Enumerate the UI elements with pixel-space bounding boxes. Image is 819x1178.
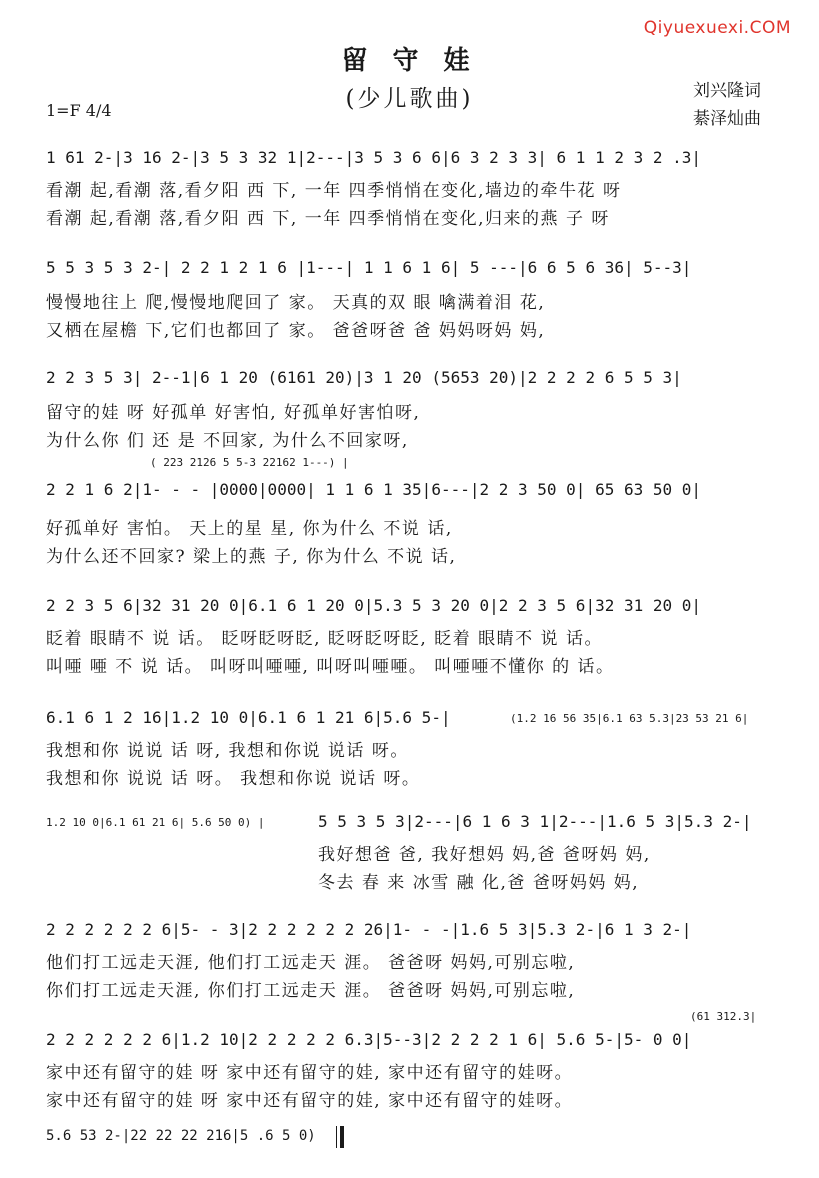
lyric-line-verse1: 留守的娃 呀 好孤单 好害怕, 好孤单好害怕呀, [46,403,421,423]
notation-line: 2 2 1 6 2|1- - - |0000|0000| 1 1 6 1 35|6---|2 2 3 50 0| 65 63 50 0| [46,480,702,499]
lyric-line-verse1: 我想和你 说说 话 呀, 我想和你说 说话 呀。 [46,741,409,761]
lyric-line-verse2: 看潮 起,看潮 落,看夕阳 西 下, 一年 四季悄悄在变化,归来的燕 子 呀 [46,209,610,229]
notation-line: 2 2 3 5 3| 2--1|6 1 20 (6161 20)|3 1 20 (5653 20)|2 2 2 2 6 5 5 3| [46,368,682,387]
lyric-line-verse1: 家中还有留守的娃 呀 家中还有留守的娃, 家中还有留守的娃呀。 [46,1063,574,1083]
final-barline-thin [336,1126,337,1148]
lyricist-credit: 刘兴隆词 [693,81,761,101]
song-title: 留 守 娃 [341,46,478,76]
lyric-line-verse2: 冬去 春 来 冰雪 融 化,爸 爸呀妈妈 妈, [318,873,640,893]
notation-line: 5 5 3 5 3 2-| 2 2 1 2 1 6 |1---| 1 1 6 1 6| 5 ---|6 6 5 6 36| 5--3| [46,258,692,277]
lyric-line-verse2: 你们打工远走天涯, 你们打工远走天 涯。 爸爸呀 妈妈,可别忘啦, [46,981,576,1001]
lyric-line-verse2: 为什么你 们 还 是 不回家, 为什么不回家呀, [46,431,409,451]
lyric-line-verse1: 眨着 眼睛不 说 话。 眨呀眨呀眨, 眨呀眨呀眨, 眨着 眼睛不 说 话。 [46,629,603,649]
final-barline-thick [340,1126,344,1148]
lyric-line-verse1: 他们打工远走天涯, 他们打工远走天 涯。 爸爸呀 妈妈,可别忘啦, [46,953,576,973]
site-watermark: Qiyuexuexi.COM [643,18,791,38]
alternate-ending-notation: (61 312.3| [690,1010,757,1023]
lyric-line-verse1: 看潮 起,看潮 落,看夕阳 西 下, 一年 四季悄悄在变化,墙边的牵牛花 呀 [46,181,622,201]
notation-line: 2 2 3 5 6|32 31 20 0|6.1 6 1 20 0|5.3 5 3 20 0|2 2 3 5 6|32 31 20 0| [46,596,702,615]
interlude-notation: 1.2 10 0|6.1 61 21 6| 5.6 50 0) | [46,816,265,829]
lyric-line-verse2: 我想和你 说说 话 呀。 我想和你说 说话 呀。 [46,769,421,789]
notation-line: 2 2 2 2 2 2 6|5- - 3|2 2 2 2 2 2 26|1- - -|1.6 5 3|5.3 2-|6 1 3 2-| [46,920,692,939]
song-subtitle: (少儿歌曲) [345,86,474,112]
lyric-line-verse1: 我好想爸 爸, 我好想妈 妈,爸 爸呀妈 妈, [318,845,651,865]
notation-line: 2 2 2 2 2 2 6|1.2 10|2 2 2 2 2 6.3|5--3|2 2 2 2 1 6| 5.6 5-|5- 0 0| [46,1030,692,1049]
lyric-line-verse2: 为什么还不回家? 梁上的燕 子, 你为什么 不说 话, [46,547,457,567]
notation-line: 6.1 6 1 2 16|1.2 10 0|6.1 6 1 21 6|5.6 5-| [46,708,451,727]
coda-notation: 5.6 53 2-|22 22 22 216|5 .6 5 0) [46,1128,316,1144]
lyric-line-verse1: 好孤单好 害怕。 天上的星 星, 你为什么 不说 话, [46,519,453,539]
lyric-line-verse2: 叫唖 唖 不 说 话。 叫呀叫唖唖, 叫呀叫唖唖。 叫唖唖不懂你 的 话。 [46,657,615,677]
composer-credit: 綦泽灿曲 [693,109,761,129]
lyric-line-verse2: 又栖在屋檐 下,它们也都回了 家。 爸爸呀爸 爸 妈妈呀妈 妈, [46,321,546,341]
interlude-notation: (1.2 16 56 35|6.1 63 5.3|23 53 21 6| [510,712,749,725]
lyric-line-verse2: 家中还有留守的娃 呀 家中还有留守的娃, 家中还有留守的娃呀。 [46,1091,574,1111]
prelude-notation: ( 223 2126 5 5-3 22162 1---) | [150,456,349,469]
key-signature: 1=F 4/4 [46,101,112,120]
lyric-line-verse1: 慢慢地往上 爬,慢慢地爬回了 家。 天真的双 眼 噙满着泪 花, [46,293,546,313]
notation-line: 5 5 3 5 3|2---|6 1 6 3 1|2---|1.6 5 3|5.3 2-| [318,812,752,831]
notation-line: 1 61 2-|3 16 2-|3 5 3 32 1|2---|3 5 3 6 6|6 3 2 3 3| 6 1 1 2 3 2 .3| [46,148,702,167]
